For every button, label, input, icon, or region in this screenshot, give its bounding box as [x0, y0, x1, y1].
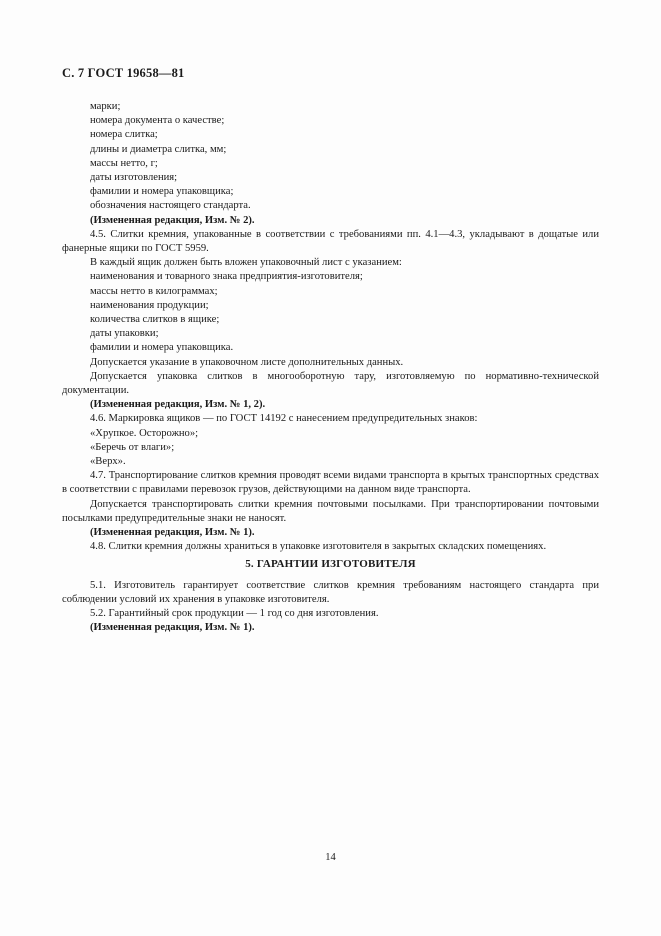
list-item: даты изготовления;	[90, 172, 178, 184]
revision-note: (Измененная редакция, Изм. № 1, 2).	[90, 399, 266, 411]
list-item: обозначения настоящего стандарта.	[90, 200, 251, 212]
paragraph-5-2: 5.2. Гарантийный срок продукции — 1 год со дня изготовления.	[90, 608, 379, 620]
list-item: номера документа о качестве;	[90, 115, 225, 127]
paragraph-4-6: 4.6. Маркировка ящиков — по ГОСТ 14192 с нанесением предупредительных знаков:	[90, 413, 478, 425]
list-item: массы нетто в килограммах;	[90, 285, 218, 297]
paragraph-postal: Допускается транспортировать слитки кремния почтовыми посылками. При транспортировании почтовыми посылками предупредительные знаки не наносят.	[62, 498, 599, 524]
paragraph-4-7: 4.7. Транспортирование слитков кремния проводят всеми видами транспорта в крытых транспортных средствах в соответствии с правилами перевозок грузов, действующими на данном виде транспорта.	[62, 470, 599, 496]
document-body	[62, 100, 599, 636]
section-title: 5. ГАРАНТИИ ИЗГОТОВИТЕЛЯ	[245, 557, 416, 570]
list-item: наименования и товарного знака предприятия-изготовителя;	[90, 271, 363, 283]
page-number: 14	[325, 852, 336, 863]
revision-note: (Измененная редакция, Изм. № 2).	[90, 214, 255, 226]
list-item: даты упаковки;	[90, 328, 159, 340]
list-item: массы нетто, г;	[90, 157, 158, 169]
list-item: марки;	[90, 101, 121, 112]
list-item: «Хрупкое. Осторожно»;	[90, 427, 199, 439]
paragraph-extra-data: Допускается указание в упаковочном листе дополнительных данных.	[90, 356, 404, 368]
revision-note: (Измененная редакция, Изм. № 1).	[90, 527, 255, 539]
list-item: наименования продукции;	[90, 299, 209, 311]
paragraph-4-8: 4.8. Слитки кремния должны храниться в упаковке изготовителя в закрытых складских помещениях.	[90, 541, 547, 553]
list-item: фамилии и номера упаковщика;	[90, 186, 234, 198]
paragraph-5-1: 5.1. Изготовитель гарантирует соответствие слитков кремния требованиям настоящего стандарта при соблюдении условий их хранения в упаковке изготовителя.	[62, 579, 599, 605]
paragraph-reusable-tara: Допускается упаковка слитков в многооборотную тару, изготовляемую по нормативно-технической документации.	[62, 370, 599, 397]
list-item: длины и диаметра слитка, мм;	[90, 143, 227, 155]
list-item: номера слитка;	[90, 129, 158, 141]
list-item: количества слитков в ящике;	[90, 314, 220, 326]
paragraph-4-5-intro: В каждый ящик должен быть вложен упаковочный лист с указанием:	[90, 257, 402, 269]
revision-note: (Измененная редакция, Изм. № 1).	[90, 622, 255, 634]
list-item: фамилии и номера упаковщика.	[90, 342, 234, 354]
list-item: «Беречь от влаги»;	[90, 441, 175, 453]
paragraph-4-5: 4.5. Слитки кремния, упакованные в соответствии с требованиями пп. 4.1—4.3, укладывают в дощатые или фанерные ящики по ГОСТ 5959.	[62, 228, 599, 255]
list-item: «Верх».	[90, 456, 126, 468]
page-header: С. 7 ГОСТ 19658—81	[62, 66, 185, 80]
